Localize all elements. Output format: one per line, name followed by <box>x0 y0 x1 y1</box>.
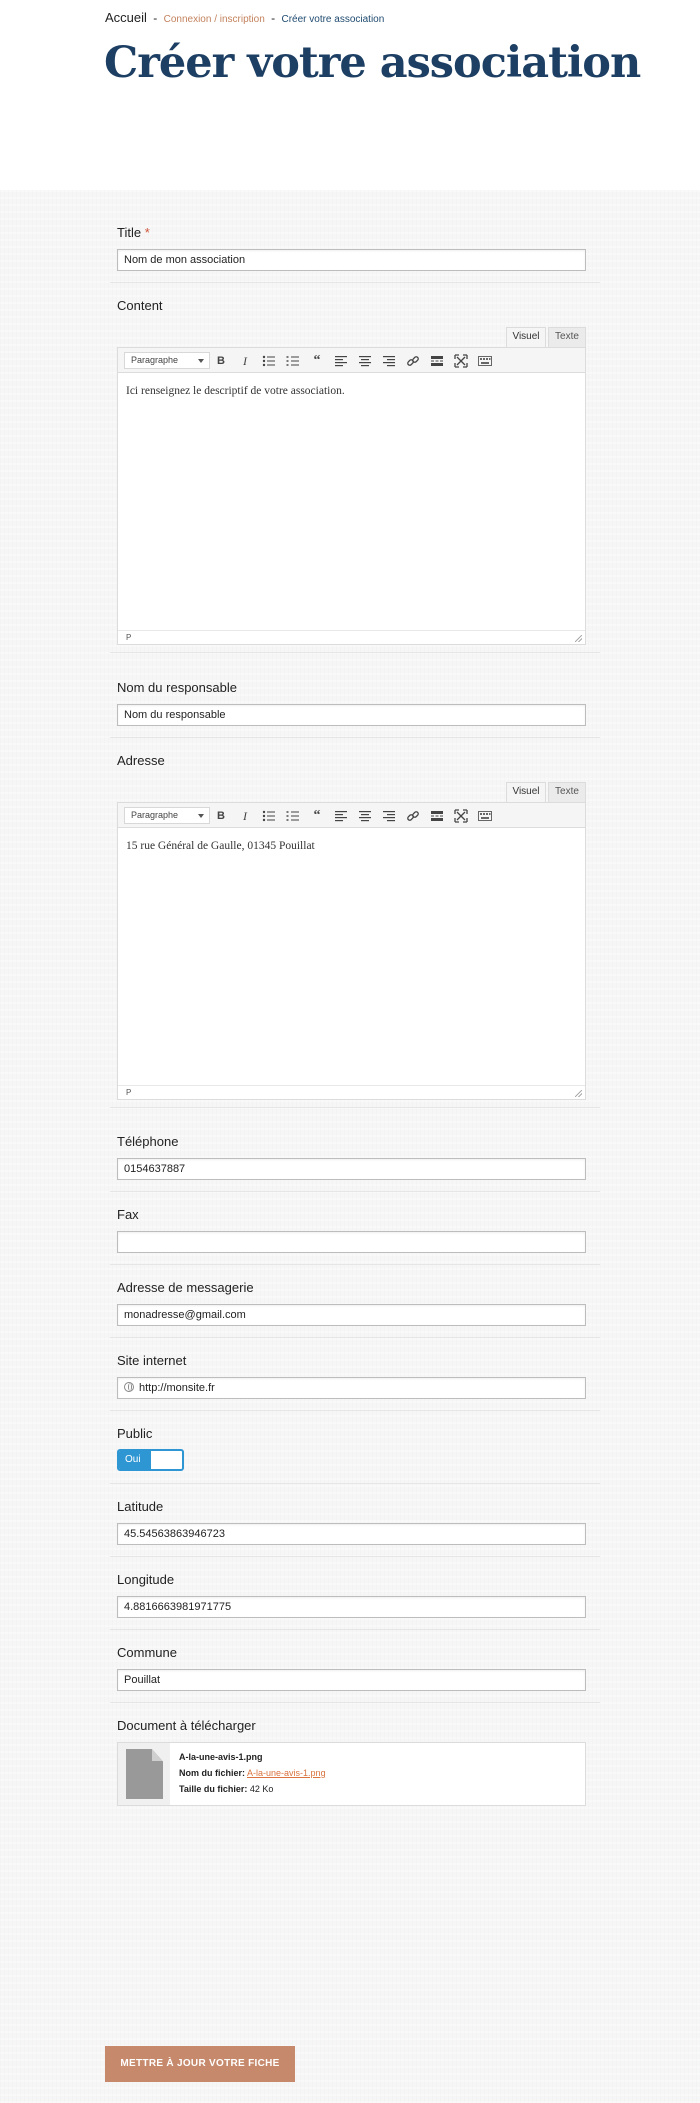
file-thumbnail <box>118 1743 170 1805</box>
file-name-link[interactable]: A-la-une-avis-1.png <box>247 1768 326 1778</box>
editor-content[interactable]: Ici renseignez le descriptif de votre association. <box>126 385 345 397</box>
bold-icon[interactable]: B <box>217 810 225 822</box>
public-label: Public <box>117 1426 153 1441</box>
commune-input[interactable]: Pouillat <box>117 1669 586 1691</box>
field-fax <box>110 1202 600 1265</box>
telephone-label: Téléphone <box>117 1134 179 1149</box>
field-content <box>110 293 600 653</box>
breadcrumb <box>105 10 384 25</box>
content-label: Content <box>117 298 163 313</box>
adresse-label: Adresse <box>117 753 165 768</box>
email-label: Adresse de messagerie <box>117 1280 254 1295</box>
editor-box <box>117 802 586 1100</box>
document-icon <box>126 1749 163 1799</box>
link-icon[interactable] <box>406 354 420 368</box>
breadcrumb-separator: - <box>271 11 276 25</box>
italic-icon[interactable]: I <box>243 354 247 368</box>
align-left-icon[interactable] <box>334 809 348 823</box>
field-latitude <box>110 1494 600 1557</box>
align-center-icon[interactable] <box>358 809 372 823</box>
latitude-input[interactable]: 45.54563863946723 <box>117 1523 586 1545</box>
bold-icon[interactable]: B <box>217 355 225 367</box>
align-left-icon[interactable] <box>334 354 348 368</box>
bullet-list-icon[interactable] <box>262 809 276 823</box>
format-select[interactable] <box>124 352 210 369</box>
site-label: Site internet <box>117 1353 187 1368</box>
responsable-label: Nom du responsable <box>117 680 237 695</box>
title-label-text: Title <box>117 225 142 240</box>
align-center-icon[interactable] <box>358 354 372 368</box>
numbered-list-icon[interactable] <box>286 354 300 368</box>
file-name-label: Nom du fichier: <box>179 1768 246 1778</box>
field-public <box>110 1421 600 1484</box>
field-longitude <box>110 1567 600 1630</box>
italic-icon[interactable]: I <box>243 809 247 823</box>
field-site <box>110 1348 600 1411</box>
bullet-list-icon[interactable] <box>262 354 276 368</box>
field-email <box>110 1275 600 1338</box>
public-toggle[interactable] <box>117 1449 184 1471</box>
format-select[interactable] <box>124 807 210 824</box>
resize-handle-icon[interactable] <box>575 1090 582 1097</box>
align-right-icon[interactable] <box>382 809 396 823</box>
file-size-label: Taille du fichier: <box>179 1784 248 1794</box>
longitude-label: Longitude <box>117 1572 175 1587</box>
tab-text[interactable]: Texte <box>548 327 586 347</box>
public-toggle-on: Oui <box>119 1451 151 1469</box>
editor-toolbar <box>118 803 585 828</box>
breadcrumb-separator: - <box>153 11 158 25</box>
blockquote-icon[interactable]: “ <box>313 808 321 823</box>
responsable-input[interactable]: Nom du responsable <box>117 704 586 726</box>
file-info <box>179 1749 326 1797</box>
keyboard-icon[interactable] <box>478 809 492 823</box>
keyboard-icon[interactable] <box>478 354 492 368</box>
field-title <box>110 220 600 283</box>
field-adresse <box>110 748 600 1108</box>
globe-icon <box>124 1382 134 1392</box>
site-input-value: http://monsite.fr <box>139 1382 215 1394</box>
file-size-value: 42 Ko <box>249 1784 274 1794</box>
fullscreen-icon[interactable] <box>454 354 468 368</box>
site-input[interactable] <box>117 1377 586 1399</box>
editor-status <box>118 630 585 644</box>
tab-visual[interactable]: Visuel <box>506 782 546 802</box>
required-mark: * <box>144 225 150 240</box>
file-title: A-la-une-avis-1.png <box>179 1752 263 1762</box>
field-document <box>110 1713 600 1813</box>
telephone-input[interactable]: 0154637887 <box>117 1158 586 1180</box>
blockquote-icon[interactable]: “ <box>313 353 321 368</box>
breadcrumb-login-link[interactable]: Connexion / inscription <box>163 14 265 25</box>
title-label <box>117 225 150 240</box>
chevron-down-icon <box>198 814 204 818</box>
field-telephone <box>110 1129 600 1192</box>
field-responsable <box>110 675 600 738</box>
editor-toolbar <box>118 348 585 373</box>
format-select-value: Paragraphe <box>131 355 179 365</box>
read-more-icon[interactable] <box>430 809 444 823</box>
editor-content[interactable]: 15 rue Général de Gaulle, 01345 Pouillat <box>126 840 315 852</box>
document-label: Document à télécharger <box>117 1718 256 1733</box>
commune-label: Commune <box>117 1645 177 1660</box>
resize-handle-icon[interactable] <box>575 635 582 642</box>
page-header <box>0 0 700 190</box>
update-profile-button[interactable]: METTRE À JOUR VOTRE FICHE <box>105 2046 295 2082</box>
fullscreen-icon[interactable] <box>454 809 468 823</box>
numbered-list-icon[interactable] <box>286 809 300 823</box>
align-right-icon[interactable] <box>382 354 396 368</box>
fax-input[interactable] <box>117 1231 586 1253</box>
tab-text[interactable]: Texte <box>548 782 586 802</box>
content-editor <box>117 327 586 649</box>
field-commune <box>110 1640 600 1703</box>
longitude-input[interactable]: 4.8816663981971775 <box>117 1596 586 1618</box>
breadcrumb-current: Créer votre association <box>281 14 385 25</box>
read-more-icon[interactable] <box>430 354 444 368</box>
tab-visual[interactable]: Visuel <box>506 327 546 347</box>
title-input[interactable]: Nom de mon association <box>117 249 586 271</box>
latitude-label: Latitude <box>117 1499 164 1514</box>
editor-status <box>118 1085 585 1099</box>
editor-path: P <box>126 1088 132 1097</box>
editor-path: P <box>126 633 132 642</box>
file-attachment[interactable] <box>117 1742 586 1806</box>
fax-label: Fax <box>117 1207 139 1222</box>
email-input[interactable]: monadresse@gmail.com <box>117 1304 586 1326</box>
editor-box <box>117 347 586 645</box>
page-title: Créer votre association <box>104 38 641 88</box>
link-icon[interactable] <box>406 809 420 823</box>
breadcrumb-home[interactable]: Accueil <box>105 10 147 25</box>
adresse-editor <box>117 782 586 1104</box>
chevron-down-icon <box>198 359 204 363</box>
format-select-value: Paragraphe <box>131 810 179 820</box>
